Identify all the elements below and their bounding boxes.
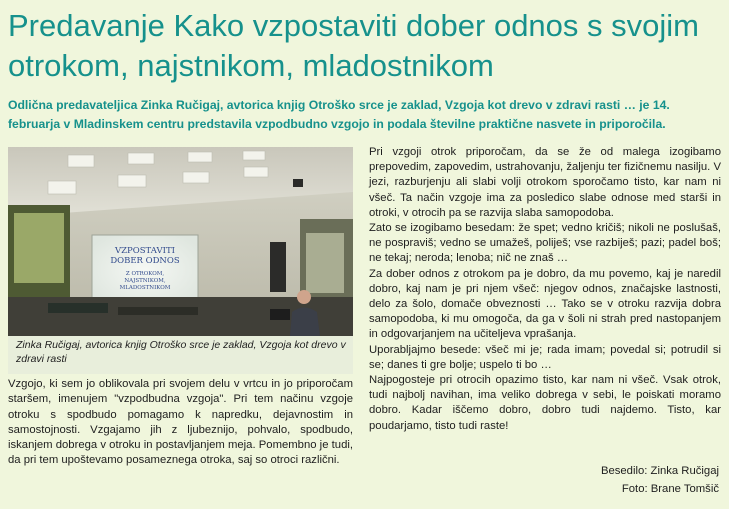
paragraph: Zato se izogibamo besedam: že spet; vedno kričiš; nikoli ne poslušaš, ne pospraviš; vedno se umažeš, poliješ; vse razbiješ; pazi; padel boš; ne tekaj; neroda; lenoba; nič ne znaš … [369,222,721,265]
paragraph: Najpogosteje pri otrocih opazimo tisto, kar nam ni všeč. Vsak otrok, tudi najbolj navihan, ima veliko dobrega v sebi, le poiskati moramo dobro. Kadar iščemo dobro, dobro tudi najdemo. Tisto, kar poudarjamo, tisto tudi raste! [369,374,721,432]
photo-credit: Foto: Brane Tomšič [621,483,719,495]
article-title: Predavanje Kako vzpostaviti dober odnos s svojim otrokom, najstnikom, mladostnikom [8,8,699,83]
lecture-photo [8,147,353,336]
paragraph: Uporabljajmo besede: všeč mi je; rada imam; povedal si; potrudil si se; danes ti gre bolje; uspelo ti bo … [369,343,721,371]
slide-line-5: MLADOSTNIKOM [119,285,171,291]
slide-line-1: VZPOSTAVITI [115,246,175,256]
credits [601,462,719,498]
paragraph: Pri vzgoji otrok priporočam, da se že od malega izogibamo prepovedim, zapovedim, ustrahovanju, žaljenju ter fizičnemu nasilju. V jezi, razburjenju ali slabi volji otrokom sporočamo tisto, kar nam ni všeč. Ta način vzgoje ima za posledico slabe odnose med starši in otroki, v otrocih pa se razvija slaba samopodoba. [369,146,721,219]
paragraph: Za dober odnos z otrokom pa je dobro, da mu povemo, kaj je naredil dobro, kaj nam je pri njem všeč: njegov odnos, značajske lastnosti, delo za šolo, domače obveznosti … Tako se v otroku razvija dobra samopodoba, ki mu omogoča, da ga v šoli ni strah pred nastopanjem in odgovarjanjem na učiteljeva vprašanja. [369,267,721,341]
paragraph: Vzgojo, ki sem jo oblikovala pri svojem delu v vrtcu in jo priporočam staršem, imenujem "vzpodbudna vzgoja". Pri tem načinu vzgoje otroku s spodbudo pomagamo k napredku, dejavnostim in samostojnosti. Vzgajamo jih z ljubeznijo, pohvalo, spodbudo, iskanjem dobrega v otroku in postavljanjem meja. Pomembno je tudi, da pri tem upoštevamo posameznega otroka, saj so otroci različni. [8,378,353,467]
text-credit: Besedilo: Zinka Ručigaj [600,465,719,477]
article-lead: Odlična predavateljica Zinka Ručigaj, avtorica knjig Otroško srce je zaklad, Vzgoja kot drevo v zdravi rasti … je 14. februarja v Mladinskem centru predstavila vzpodbudno vzgojo in podala številne praktične nasvete in priporočila. [8,98,670,131]
slide-line-2: DOBER ODNOS [110,256,180,266]
slide-line-4: NAJSTNIKOM, [124,278,166,284]
slide-line-3: Z OTROKOM, [125,271,165,277]
photo-caption: Zinka Ručigaj, avtorica knjig Otroško srce je zaklad, Vzgoja kot drevo v zdravi rasti [16,339,346,365]
left-column [8,377,353,469]
right-column [369,145,721,434]
photo-figure [8,147,353,374]
